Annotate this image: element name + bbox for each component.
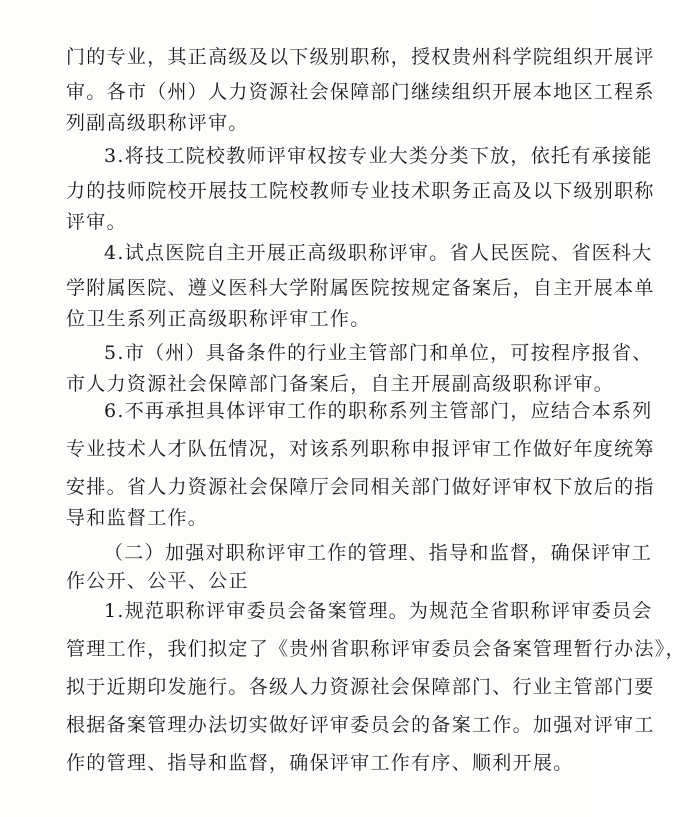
item-1-line-1: 1.规范职称评审委员会备案管理。为规范全省职称评审委员会 bbox=[104, 600, 653, 622]
item-6-line-1: 6.不再承担具体评审工作的职称系列主管部门，应结合本系列 bbox=[104, 400, 653, 422]
item-5-line-1: 5.市（州）具备条件的行业主管部门和单位，可按程序报省、 bbox=[104, 342, 653, 364]
item-3-line-1: 3.将技工院校教师评审权按专业大类分类下放，依托有承接能 bbox=[104, 145, 653, 167]
item-1-line-3: 拟于近期印发施行。各级人力资源社会保障部门、行业主管部门要 bbox=[66, 676, 655, 698]
text-line-3: 列副高级职称评审。 bbox=[66, 112, 249, 134]
text-line-2: 审。各市（州）人力资源社会保障部门继续组织开展本地区工程系 bbox=[66, 81, 655, 103]
item-6-line-4: 导和监督工作。 bbox=[66, 507, 209, 529]
item-1-line-2: 管理工作，我们拟定了《贵州省职称评审委员会备案管理暂行办法》， bbox=[66, 638, 686, 660]
item-4-line-1: 4.试点医院自主开展正高级职称评审。省人民医院、省医科大 bbox=[104, 242, 653, 264]
item-1-line-4: 根据备案管理办法切实做好评审委员会的备案工作。加强对评审工 bbox=[66, 714, 655, 736]
item-3-line-2: 力的技师院校开展技工院校教师专业技术职务正高及以下级别职称 bbox=[66, 180, 655, 202]
item-6-line-2: 专业技术人才队伍情况，对该系列职称申报评审工作做好年度统筹 bbox=[66, 438, 655, 460]
item-4-line-2: 学附属医院、遵义医科大学附属医院按规定备案后，自主开展本单 bbox=[66, 277, 655, 299]
section-heading-line-1: （二）加强对职称评审工作的管理、指导和监督，确保评审工 bbox=[104, 542, 653, 564]
section-heading-line-2: 作公开、公平、公正 bbox=[66, 570, 249, 592]
text-line-1: 门的专业，其正高级及以下级别职称，授权贵州科学院组织开展评 bbox=[66, 46, 655, 68]
item-4-line-3: 位卫生系列正高级职称评审工作。 bbox=[66, 308, 371, 330]
item-1-line-5: 作的管理、指导和监督，确保评审工作有序、顺利开展。 bbox=[66, 752, 574, 774]
item-6-line-3: 安排。省人力资源社会保障厅会同相关部门做好评审权下放后的指 bbox=[66, 476, 655, 498]
item-5-line-2: 市人力资源社会保障部门备案后，自主开展副高级职称评审。 bbox=[66, 373, 615, 395]
item-3-line-3: 评审。 bbox=[66, 211, 127, 233]
